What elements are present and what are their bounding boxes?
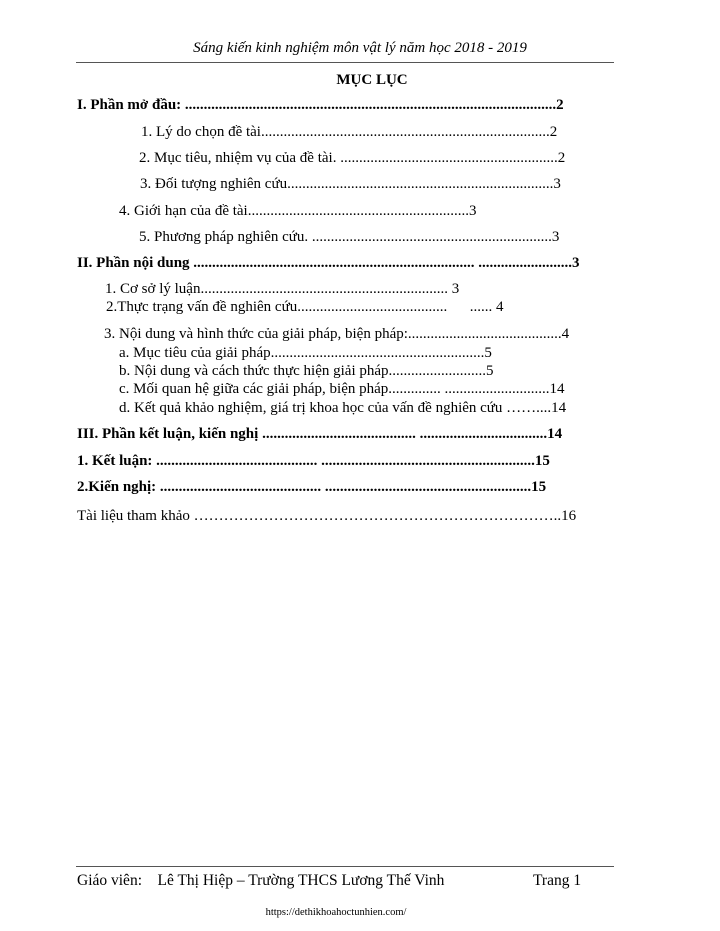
header-rule [76,62,614,63]
footer-url: https://dethikhoahoctunhien.com/ [265,907,407,918]
toc-item: 2.Thực trạng vấn đề nghiên cứu........................................ ...... 4 [106,299,504,315]
running-header: Sáng kiến kinh nghiệm môn vật lý năm học 2018 - 2019 [193,40,527,56]
toc-item: 3. Nội dung và hình thức của giải pháp, biện pháp:.........................................4 [104,326,570,342]
toc-references: Tài liệu tham khảo ………………………………………………………………..16 [77,508,577,524]
toc-item: 3. Đối tượng nghiên cứu.......................................................................3 [140,176,561,192]
toc-item: 5. Phương pháp nghiên cứu. ................................................................3 [139,229,560,245]
toc-item: 4. Giới hạn của đề tài...........................................................3 [119,203,477,219]
toc-section-1: I. Phần mở đầu: ...................................................................................................2 [77,97,564,113]
toc-conclusion: 1. Kết luận: ........................................... .........................................................15 [77,453,550,469]
toc-subitem: b. Nội dung và cách thức thực hiện giải pháp..........................5 [119,363,494,379]
toc-recommendation: 2.Kiến nghị: ........................................... .......................................................15 [77,479,547,495]
toc-section-3: III. Phần kết luận, kiến nghị ......................................... ..................................14 [77,426,563,442]
footer-rule [76,866,614,867]
footer-page-number: Trang 1 [533,872,582,889]
toc-subitem: c. Mối quan hệ giữa các giải pháp, biện pháp.............. ............................14 [119,381,565,397]
toc-title: MỤC LỤC [336,72,408,88]
footer-author: Giáo viên: Lê Thị Hiệp – Trường THCS Lương Thế Vinh [77,872,445,889]
toc-item: 2. Mục tiêu, nhiệm vụ của đề tài. ..........................................................2 [139,150,566,166]
toc-section-2: II. Phần nội dung ........................................................................... .........................3 [77,255,580,271]
toc-item: 1. Lý do chọn đề tài.............................................................................2 [141,124,558,140]
toc-subitem: a. Mục tiêu của giải pháp.........................................................5 [119,345,492,361]
toc-subitem: d. Kết quả khảo nghiệm, giá trị khoa học của vấn đề nghiên cứu ……....14 [119,400,567,416]
toc-item: 1. Cơ sở lý luận.................................................................. 3 [105,281,460,297]
